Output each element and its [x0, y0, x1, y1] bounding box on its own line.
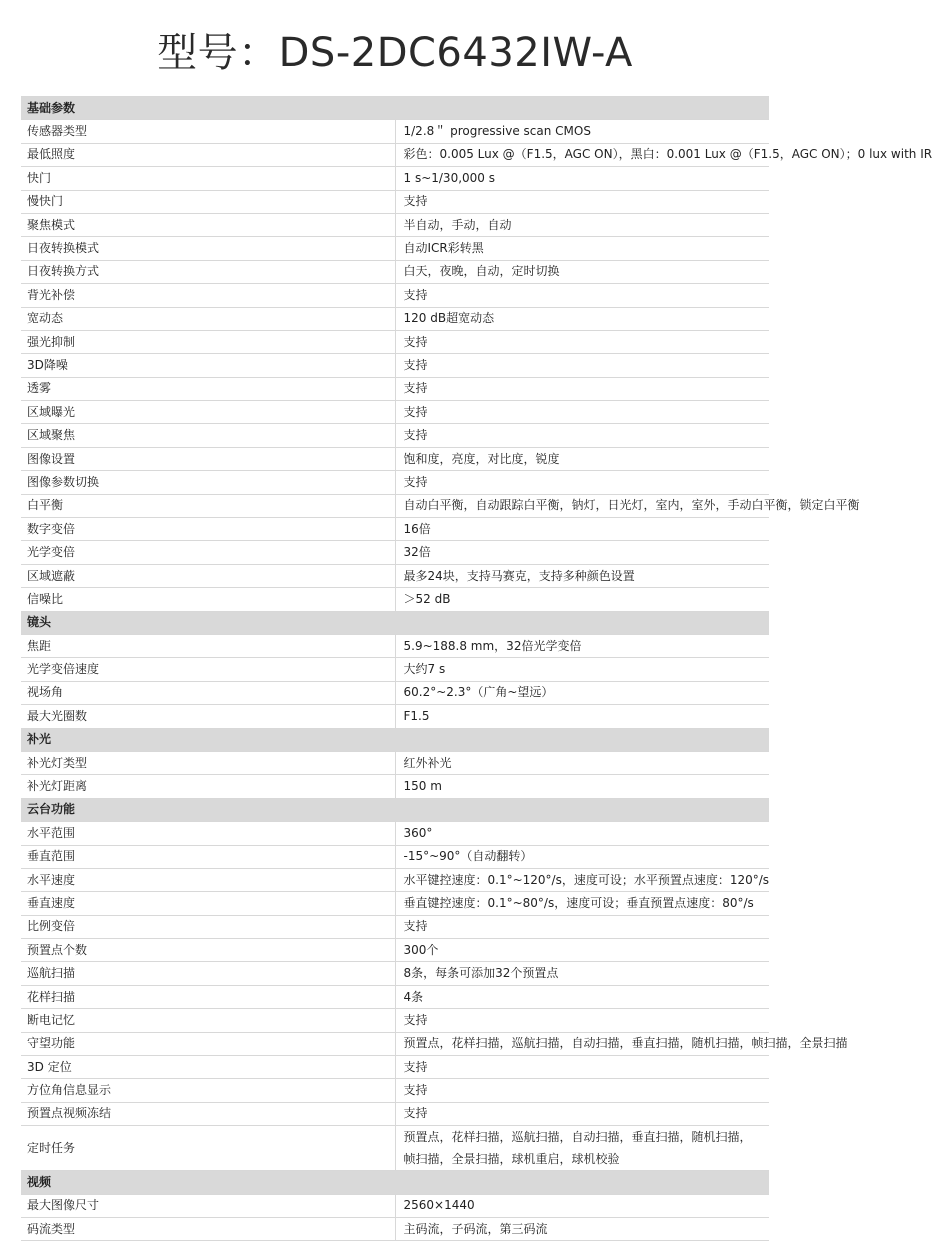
spec-row [21, 751, 769, 774]
spec-label: 数字变倍 [21, 518, 395, 541]
spec-label: 方位角信息显示 [21, 1079, 395, 1102]
spec-label: 预置点视频冻结 [21, 1102, 395, 1125]
spec-value: 自动ICR彩转黑 [395, 237, 769, 260]
spec-label: 码流类型 [21, 1217, 395, 1240]
spec-label: 强光抑制 [21, 330, 395, 353]
spec-row [21, 1032, 769, 1055]
spec-row [21, 143, 769, 166]
spec-value: ＞52 dB [395, 588, 769, 611]
spec-value: 红外补光 [395, 751, 769, 774]
spec-label: 白平衡 [21, 494, 395, 517]
spec-row [21, 962, 769, 985]
spec-label: 光学变倍速度 [21, 658, 395, 681]
spec-row [21, 775, 769, 798]
spec-value: 4条 [395, 985, 769, 1008]
spec-row [21, 822, 769, 845]
spec-row [21, 237, 769, 260]
spec-label: 视场角 [21, 681, 395, 704]
section-title: 补光 [21, 728, 769, 751]
spec-label: 聚焦模式 [21, 213, 395, 236]
spec-label: 光学变倍 [21, 541, 395, 564]
spec-label: 最低照度 [21, 143, 395, 166]
spec-value: 支持 [395, 424, 769, 447]
spec-row [21, 447, 769, 470]
spec-label: 区域遮蔽 [21, 564, 395, 587]
spec-row [21, 213, 769, 236]
spec-value: 支持 [395, 1056, 769, 1079]
spec-row [21, 1102, 769, 1125]
spec-label: 传感器类型 [21, 120, 395, 143]
spec-label: 水平速度 [21, 868, 395, 891]
spec-label: 日夜转换方式 [21, 260, 395, 283]
spec-row [21, 939, 769, 962]
spec-value: 8条，每条可添加32个预置点 [395, 962, 769, 985]
spec-value: F1.5 [395, 705, 769, 728]
spec-value: 60.2°~2.3°（广角~望远） [395, 681, 769, 704]
spec-row [21, 681, 769, 704]
spec-label: 3D降噪 [21, 354, 395, 377]
spec-value: 大约7 s [395, 658, 769, 681]
spec-value: 支持 [395, 284, 769, 307]
spec-label: 最大光圈数 [21, 705, 395, 728]
spec-row [21, 518, 769, 541]
spec-row [21, 167, 769, 190]
spec-value: 支持 [395, 377, 769, 400]
spec-label: 定时任务 [21, 1126, 395, 1171]
spec-row [21, 588, 769, 611]
spec-row [21, 494, 769, 517]
spec-value: 水平键控速度：0.1°~120°/s，速度可设；水平预置点速度：120°/s [395, 868, 769, 891]
section-header-row [21, 611, 769, 634]
spec-value: 垂直键控速度：0.1°~80°/s，速度可设；垂直预置点速度：80°/s [395, 892, 769, 915]
spec-row [21, 120, 769, 143]
spec-value: 5.9~188.8 mm，32倍光学变倍 [395, 634, 769, 657]
spec-value: 预置点，花样扫描，巡航扫描，自动扫描，垂直扫描，随机扫描，帧扫描，全景扫描 [395, 1032, 769, 1055]
spec-value: 支持 [395, 1102, 769, 1125]
spec-label: 日夜转换模式 [21, 237, 395, 260]
spec-value: -15°~90°（自动翻转） [395, 845, 769, 868]
spec-label: 预置点个数 [21, 939, 395, 962]
spec-value: 支持 [395, 471, 769, 494]
spec-label: 背光补偿 [21, 284, 395, 307]
spec-row [21, 190, 769, 213]
spec-value: 支持 [395, 401, 769, 424]
section-title: 镜头 [21, 611, 769, 634]
spec-label: 垂直速度 [21, 892, 395, 915]
spec-label: 3D 定位 [21, 1056, 395, 1079]
spec-value: 支持 [395, 190, 769, 213]
spec-row [21, 307, 769, 330]
spec-label: 最大图像尺寸 [21, 1194, 395, 1217]
spec-value: 自动白平衡，自动跟踪白平衡，钠灯，日光灯，室内，室外，手动白平衡，锁定白平衡 [395, 494, 769, 517]
spec-label: 巡航扫描 [21, 962, 395, 985]
spec-table-body [21, 97, 932, 1241]
spec-label: 图像参数切换 [21, 471, 395, 494]
spec-row [21, 1194, 769, 1217]
section-title: 视频 [21, 1171, 769, 1194]
spec-value: 支持 [395, 330, 769, 353]
spec-label: 垂直范围 [21, 845, 395, 868]
section-header-row [21, 1171, 769, 1194]
spec-row [21, 1217, 769, 1240]
spec-label: 焦距 [21, 634, 395, 657]
section-title: 云台功能 [21, 798, 769, 821]
spec-row [21, 354, 769, 377]
spec-label: 区域聚焦 [21, 424, 395, 447]
spec-row [21, 868, 769, 891]
spec-value: 1 s~1/30,000 s [395, 167, 769, 190]
spec-value: 16倍 [395, 518, 769, 541]
section-header-row [21, 97, 769, 120]
spec-value: 32倍 [395, 541, 769, 564]
spec-value: 360° [395, 822, 769, 845]
spec-label: 水平范围 [21, 822, 395, 845]
section-header-row [21, 728, 769, 751]
spec-label: 信噪比 [21, 588, 395, 611]
spec-value: 支持 [395, 915, 769, 938]
spec-value: 2560×1440 [395, 1194, 769, 1217]
spec-row [21, 845, 769, 868]
spec-value: 彩色：0.005 Lux @（F1.5，AGC ON），黑白：0.001 Lux @（F1.5，AGC ON）；0 lux with IR [395, 143, 769, 166]
spec-value: 支持 [395, 1079, 769, 1102]
spec-row [21, 1126, 769, 1171]
page-title: 型号：DS-2DC6432IW-A [157, 29, 633, 76]
spec-table [21, 96, 932, 1241]
spec-row [21, 1079, 769, 1102]
spec-value: 支持 [395, 354, 769, 377]
spec-row [21, 1056, 769, 1079]
spec-value: 主码流，子码流，第三码流 [395, 1217, 769, 1240]
spec-row [21, 985, 769, 1008]
spec-value: 最多24块，支持马赛克，支持多种颜色设置 [395, 564, 769, 587]
spec-label: 区域曝光 [21, 401, 395, 424]
spec-label: 比例变倍 [21, 915, 395, 938]
spec-row [21, 424, 769, 447]
spec-label: 断电记忆 [21, 1009, 395, 1032]
spec-label: 透雾 [21, 377, 395, 400]
spec-row [21, 634, 769, 657]
spec-value: 支持 [395, 1009, 769, 1032]
spec-row [21, 541, 769, 564]
spec-label: 图像设置 [21, 447, 395, 470]
spec-value: 1/2.8＂ progressive scan CMOS [395, 120, 769, 143]
spec-value: 150 m [395, 775, 769, 798]
spec-label: 守望功能 [21, 1032, 395, 1055]
spec-label: 宽动态 [21, 307, 395, 330]
spec-label: 补光灯类型 [21, 751, 395, 774]
spec-row [21, 915, 769, 938]
spec-value: 饱和度，亮度，对比度，锐度 [395, 447, 769, 470]
spec-row [21, 892, 769, 915]
spec-value: 120 dB超宽动态 [395, 307, 769, 330]
spec-row [21, 1009, 769, 1032]
spec-row [21, 564, 769, 587]
spec-label: 补光灯距离 [21, 775, 395, 798]
spec-label: 花样扫描 [21, 985, 395, 1008]
spec-value: 预置点，花样扫描，巡航扫描，自动扫描，垂直扫描，随机扫描，帧扫描，全景扫描，球机重启，球机校验 [395, 1126, 769, 1171]
spec-row [21, 377, 769, 400]
spec-row [21, 471, 769, 494]
spec-value: 300个 [395, 939, 769, 962]
spec-row [21, 284, 769, 307]
section-title: 基础参数 [21, 97, 769, 120]
spec-row [21, 401, 769, 424]
section-header-row [21, 798, 769, 821]
spec-row [21, 658, 769, 681]
spec-row [21, 705, 769, 728]
spec-value: 白天，夜晚，自动，定时切换 [395, 260, 769, 283]
spec-row [21, 330, 769, 353]
spec-label: 慢快门 [21, 190, 395, 213]
spec-row [21, 260, 769, 283]
spec-label: 快门 [21, 167, 395, 190]
spec-value: 半自动，手动，自动 [395, 213, 769, 236]
